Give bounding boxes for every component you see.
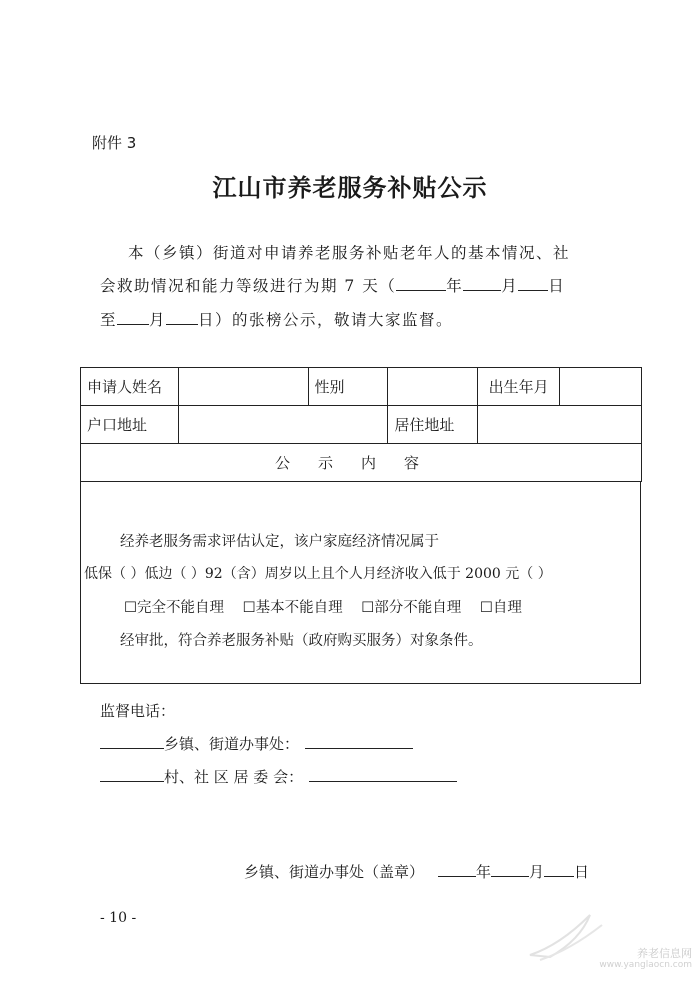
town-label: 乡镇、街道办事处： bbox=[164, 735, 300, 753]
intro-line-3 bbox=[100, 308, 453, 330]
phone-label: 监督电话： bbox=[100, 702, 176, 720]
seal-month: 月 bbox=[529, 863, 545, 881]
intro-line-2-text: 会救助情况和能力等级进行为期 7 天（ bbox=[100, 277, 397, 295]
seal-label: 乡镇、街道办事处（盖章） bbox=[244, 863, 425, 881]
intro-line-3-text: ）的张榜公示，敬请大家监督。 bbox=[215, 311, 454, 329]
intro-to: 至 bbox=[100, 311, 118, 329]
town-line bbox=[100, 733, 413, 754]
day-blank bbox=[518, 276, 548, 291]
end-day-blank bbox=[166, 310, 198, 325]
intro-line-2 bbox=[100, 274, 565, 296]
seal-year: 年 bbox=[476, 863, 492, 881]
gender-label: 性别 bbox=[308, 368, 388, 406]
page-title: 江山市养老服务补贴公示 bbox=[212, 173, 488, 202]
seal-day: 日 bbox=[574, 863, 590, 881]
option-basically-unable[interactable]: ☐基本不能自理 bbox=[242, 600, 343, 616]
residence-label: 居住地址 bbox=[388, 406, 478, 444]
content-line-1: 经养老服务需求评估认定，该户家庭经济情况属于 bbox=[120, 534, 439, 550]
intro-month: 月 bbox=[501, 277, 519, 295]
intro-year: 年 bbox=[446, 277, 464, 295]
hukou-field[interactable] bbox=[178, 406, 388, 444]
gender-field[interactable] bbox=[388, 368, 478, 406]
end-month-blank bbox=[117, 310, 149, 325]
seal-line bbox=[244, 861, 589, 882]
applicant-name-field[interactable] bbox=[178, 368, 308, 406]
town-phone-blank[interactable] bbox=[305, 734, 413, 749]
birth-label: 出生年月 bbox=[478, 368, 560, 406]
content-line-2: 低保（ ）低边（ ）92（含）周岁以上且个人月经济收入低于 2000 元（ ） bbox=[84, 566, 552, 582]
applicant-name-label: 申请人姓名 bbox=[81, 368, 179, 406]
village-phone-blank[interactable] bbox=[309, 767, 457, 782]
attachment-label: 附件 3 bbox=[92, 134, 137, 152]
watermark-text: 养老信息网 bbox=[637, 947, 692, 960]
residence-field[interactable] bbox=[478, 406, 642, 444]
section-title: 公示内容 bbox=[81, 444, 642, 482]
watermark-url: www.yanglaocn.com bbox=[599, 960, 692, 970]
intro-end-day: 日 bbox=[198, 311, 216, 329]
care-options bbox=[124, 596, 522, 617]
option-self-care[interactable]: ☐自理 bbox=[479, 600, 522, 616]
birth-field[interactable] bbox=[560, 368, 642, 406]
town-name-blank[interactable] bbox=[100, 734, 164, 749]
intro-day: 日 bbox=[548, 277, 566, 295]
option-partially-unable[interactable]: ☐部分不能自理 bbox=[361, 600, 462, 616]
village-line bbox=[100, 766, 457, 787]
publicity-form-table bbox=[80, 367, 642, 482]
village-label: 村、社 区 居 委 会： bbox=[164, 768, 304, 786]
intro-end-month: 月 bbox=[149, 311, 167, 329]
hukou-label: 户口地址 bbox=[81, 406, 179, 444]
month-blank bbox=[463, 276, 501, 291]
seal-day-blank[interactable] bbox=[544, 862, 574, 877]
seal-month-blank[interactable] bbox=[491, 862, 529, 877]
intro-line-1: 本（乡镇）街道对申请养老服务补贴老年人的基本情况、社 bbox=[128, 244, 571, 262]
year-blank bbox=[396, 276, 446, 291]
village-name-blank[interactable] bbox=[100, 767, 164, 782]
page-number: - 10 - bbox=[100, 910, 137, 926]
seal-year-blank[interactable] bbox=[438, 862, 476, 877]
watermark-logo-icon bbox=[520, 905, 610, 965]
content-line-4: 经审批，符合养老服务补贴（政府购买服务）对象条件。 bbox=[120, 633, 483, 649]
option-completely-unable[interactable]: ☐完全不能自理 bbox=[124, 600, 224, 616]
